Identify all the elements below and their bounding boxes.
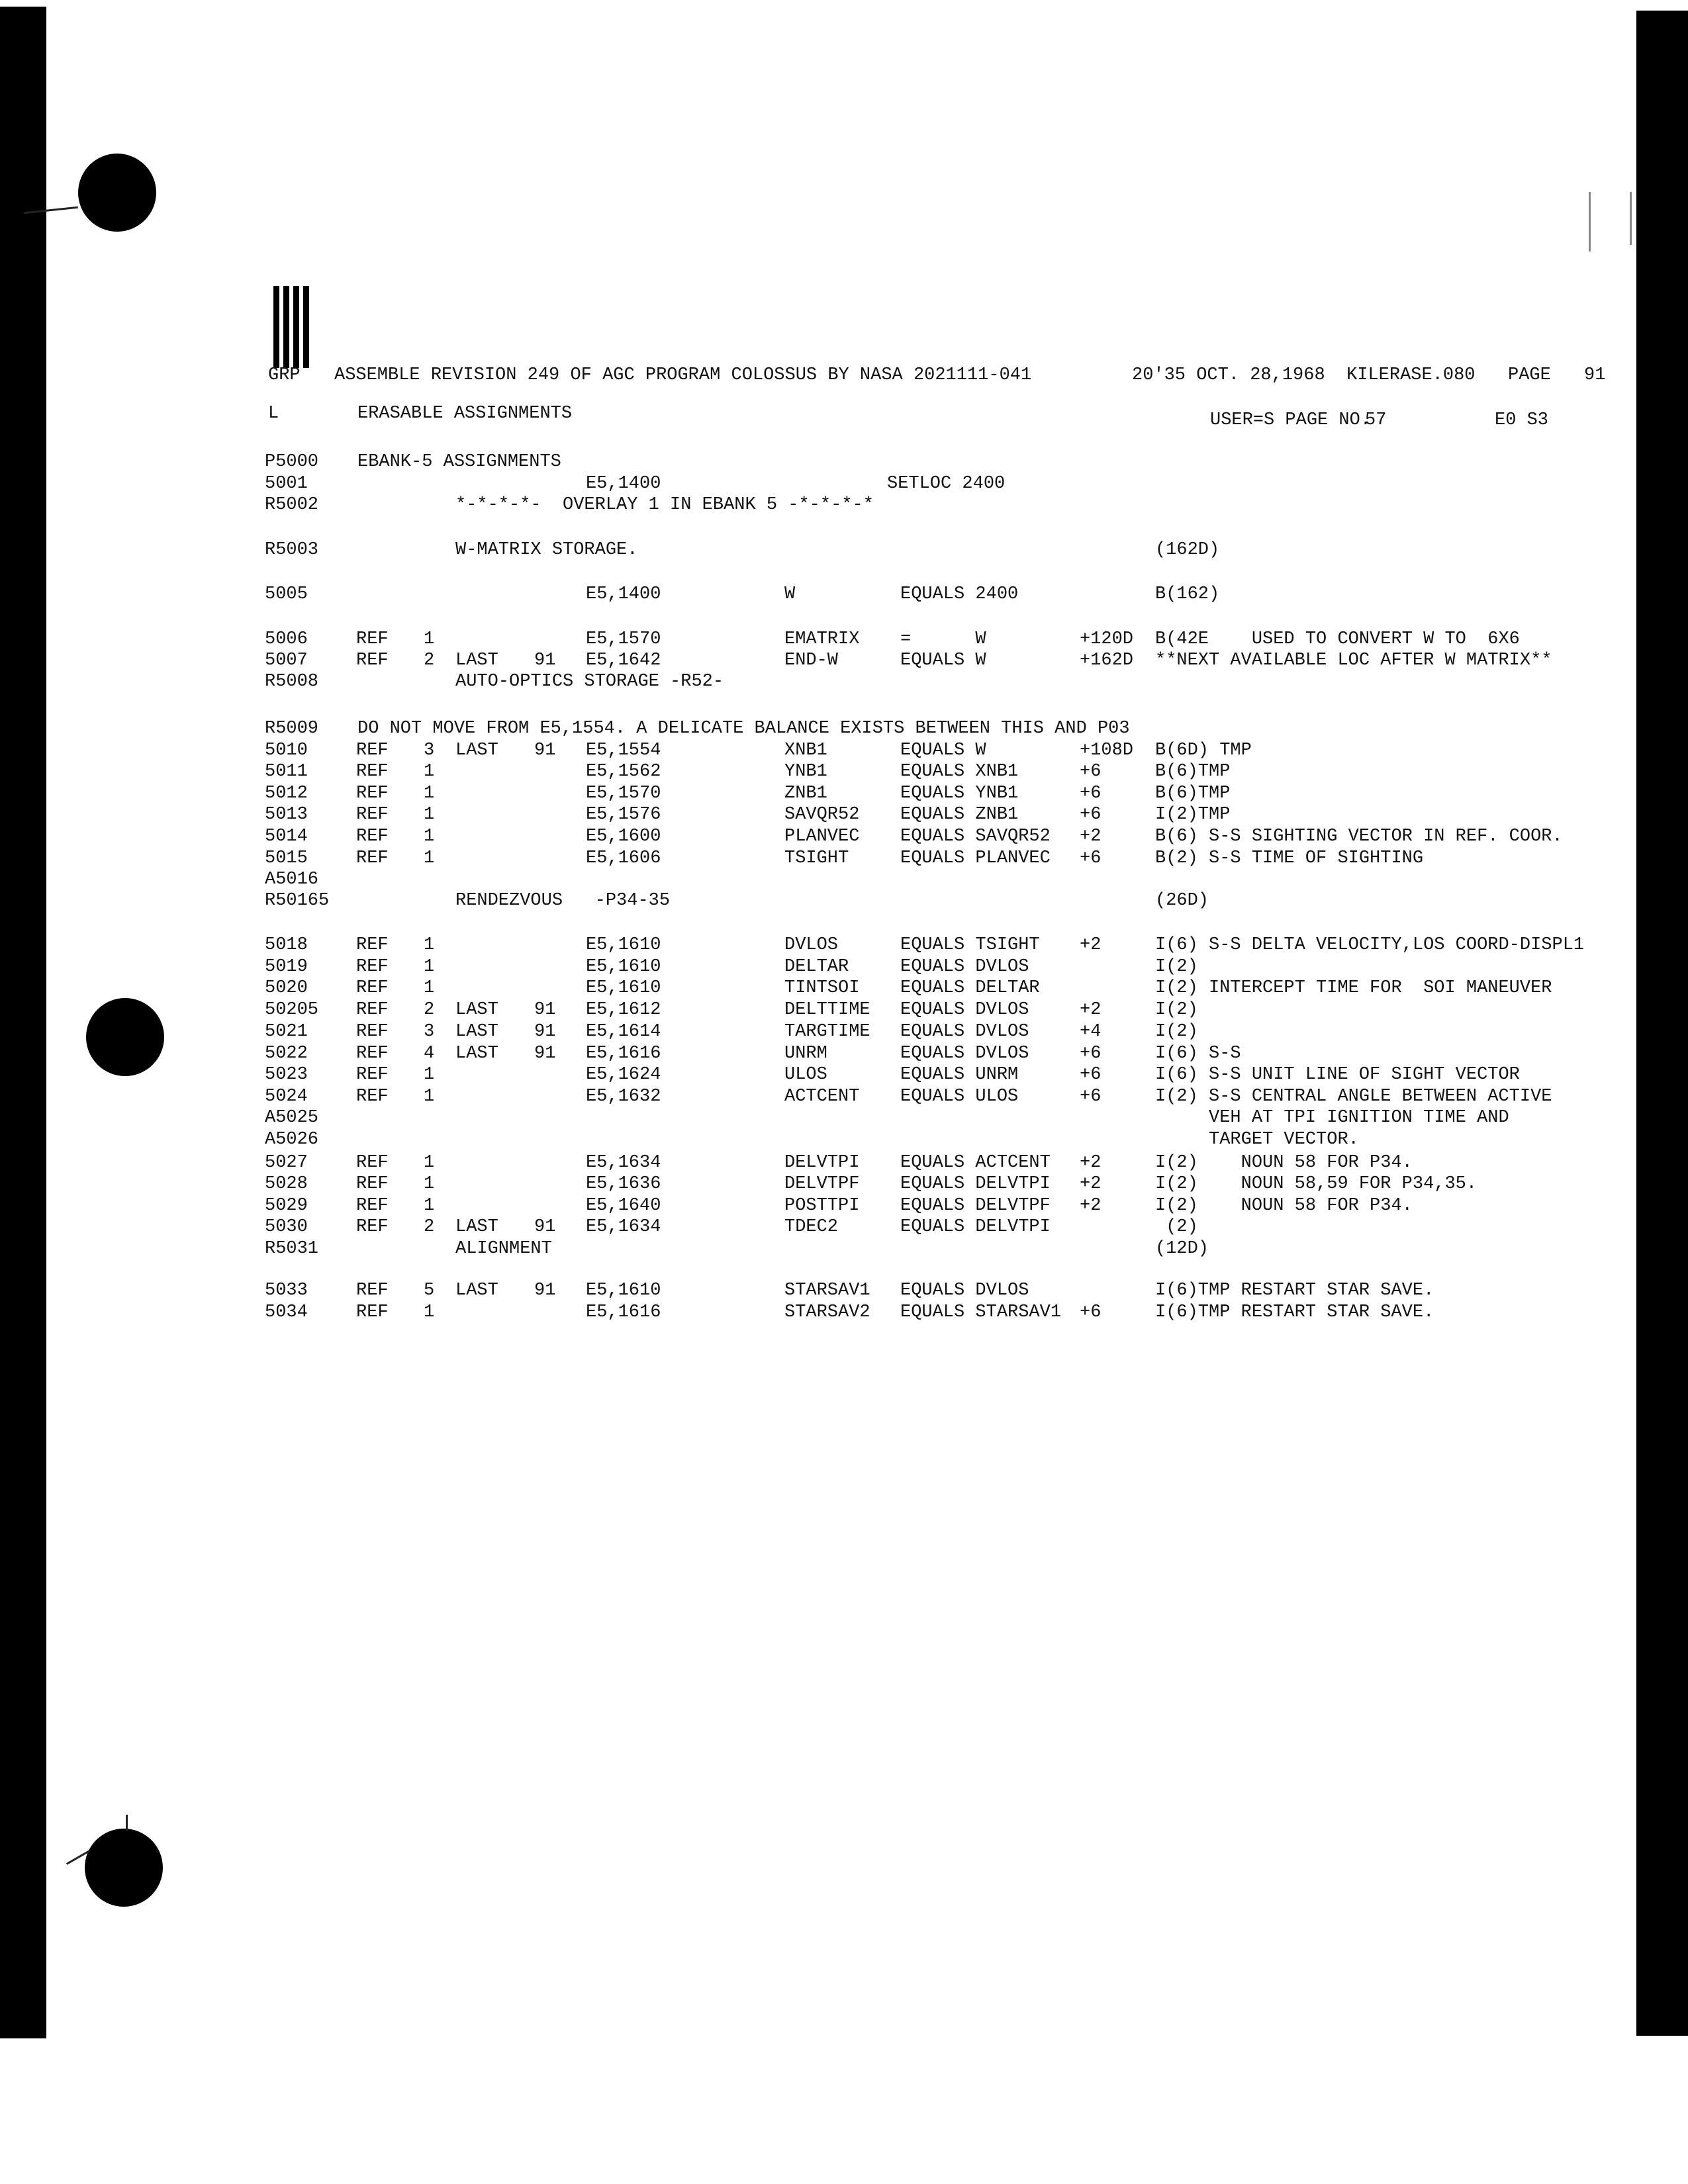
listing-loc: E5,1610 — [586, 957, 661, 977]
listing-comment: B(162) — [1155, 584, 1220, 604]
listing-off: +6 — [1080, 1087, 1102, 1107]
listing-cnt: 2 — [424, 1000, 435, 1020]
listing-ref: REF — [356, 1000, 389, 1020]
listing-cnt: 1 — [424, 1174, 435, 1194]
listing-pg: 91 — [534, 1281, 556, 1300]
listing-no: 50205 — [265, 1000, 319, 1020]
listing-line — [0, 999, 1628, 1021]
listing-ref: REF — [356, 957, 389, 977]
listing-loc: E5,1612 — [586, 1000, 661, 1020]
listing-last: LAST — [455, 741, 498, 760]
listing-no: 5001 — [265, 474, 308, 494]
user-page-number: 57 — [1365, 410, 1387, 430]
listing-off: +6 — [1080, 1302, 1102, 1322]
listing-op: EQUALS W — [900, 651, 986, 670]
listing-op: EQUALS DELVTPI — [900, 1174, 1051, 1194]
listing-ref: REF — [356, 978, 389, 998]
listing-sym: UNRM — [784, 1044, 827, 1064]
listing-op: EQUALS DVLOS — [900, 1022, 1029, 1042]
listing-loc: E5,1634 — [586, 1217, 661, 1237]
listing-off: +2 — [1080, 1174, 1102, 1194]
listing-ref: REF — [356, 1065, 389, 1085]
listing-op: EQUALS DELVTPI — [900, 1217, 1051, 1237]
listing-loc: E5,1570 — [586, 629, 661, 649]
listing-off: +6 — [1080, 762, 1102, 782]
listing-comment: TARGET VECTOR. — [1155, 1130, 1359, 1150]
listing-ref: REF — [356, 1196, 389, 1216]
listing-comment: I(6) S-S DELTA VELOCITY,LOS COORD-DISPL1 — [1155, 935, 1585, 955]
listing-comment: I(2) INTERCEPT TIME FOR SOI MANEUVER — [1155, 978, 1552, 998]
listing-cnt: 4 — [424, 1044, 435, 1064]
page-label: PAGE — [1508, 365, 1551, 385]
listing-last: LAST — [455, 1000, 498, 1020]
listing-cnt: 1 — [424, 1153, 435, 1173]
listing-ref: REF — [356, 651, 389, 670]
listing-comment: B(6)TMP — [1155, 784, 1231, 803]
header-logo: GRP — [268, 365, 301, 385]
listing-label: W-MATRIX STORAGE. — [455, 540, 638, 560]
listing-op: EQUALS STARSAV1 — [900, 1302, 1062, 1322]
punch-hole-bottom — [85, 1829, 163, 1907]
listing-last: LAST — [455, 1281, 498, 1300]
listing-line — [0, 934, 1628, 956]
listing-label: ALIGNMENT — [455, 1239, 552, 1259]
listing-no: 5024 — [265, 1087, 308, 1107]
listing-no: 5020 — [265, 978, 308, 998]
listing-line — [0, 1173, 1628, 1195]
listing-cnt: 3 — [424, 1022, 435, 1042]
listing-line — [0, 848, 1628, 869]
listing-op: EQUALS DVLOS — [900, 1000, 1029, 1020]
listing-sym: TSIGHT — [784, 848, 849, 868]
listing-line — [0, 671, 1628, 692]
listing-ref: REF — [356, 1217, 389, 1237]
listing-comment: I(2) NOUN 58,59 FOR P34,35. — [1155, 1174, 1477, 1194]
listing-pg: 91 — [534, 1022, 556, 1042]
listing-comment: B(42E USED TO CONVERT W TO 6X6 — [1155, 629, 1520, 649]
listing-line — [0, 978, 1628, 999]
listing-sym: XNB1 — [784, 741, 827, 760]
listing-op: EQUALS DELVTPF — [900, 1196, 1051, 1216]
listing-comment: B(6)TMP — [1155, 762, 1231, 782]
listing-cnt: 3 — [424, 741, 435, 760]
listing-sym: TINTSOI — [784, 978, 860, 998]
document-date: 20'35 OCT. 28,1968 KILERASE.080 — [1132, 365, 1476, 385]
listing-cnt: 2 — [424, 651, 435, 670]
listing-ref: REF — [356, 935, 389, 955]
listing-off: +2 — [1080, 1000, 1102, 1020]
listing-comment: I(2)TMP — [1155, 805, 1231, 825]
listing-loc: E5,1610 — [586, 1281, 661, 1300]
listing-no: A5025 — [265, 1108, 319, 1128]
listing-comment: (162D) — [1155, 540, 1220, 560]
listing-off: +2 — [1080, 1153, 1102, 1173]
listing-line — [0, 1107, 1628, 1128]
listing-off: +2 — [1080, 935, 1102, 955]
listing-cnt: 1 — [424, 1065, 435, 1085]
listing-cnt: 1 — [424, 848, 435, 868]
listing-op: EQUALS DVLOS — [900, 1044, 1029, 1064]
listing-loc: E5,1610 — [586, 978, 661, 998]
listing-sym: TDEC2 — [784, 1217, 839, 1237]
listing-cnt: 1 — [424, 935, 435, 955]
listing-ref: REF — [356, 1174, 389, 1194]
listing-last: LAST — [455, 1044, 498, 1064]
listing-comment: (26D) — [1155, 891, 1209, 911]
listing-line — [0, 1043, 1628, 1064]
listing-comment: I(2) NOUN 58 FOR P34. — [1155, 1153, 1413, 1173]
listing-comment: **NEXT AVAILABLE LOC AFTER W MATRIX** — [1155, 651, 1552, 670]
listing-line — [0, 890, 1628, 911]
listing-ref: REF — [356, 827, 389, 846]
listing-last: LAST — [455, 1217, 498, 1237]
listing-cnt: 1 — [424, 629, 435, 649]
listing-sym: DELVTPF — [784, 1174, 860, 1194]
listing-sym: W — [784, 584, 796, 604]
listing-sym: DELTAR — [784, 957, 849, 977]
listing-comment: I(6) S-S UNIT LINE OF SIGHT VECTOR — [1155, 1065, 1520, 1085]
listing-label: RENDEZVOUS -P34-35 — [455, 891, 671, 911]
listing-op: EQUALS UNRM — [900, 1065, 1019, 1085]
listing-line — [0, 1152, 1628, 1173]
listing-op: = W — [900, 629, 986, 649]
listing-op: EQUALS XNB1 — [900, 762, 1019, 782]
listing-line — [0, 826, 1628, 847]
listing-off: +162D — [1080, 651, 1134, 670]
listing-off: +2 — [1080, 827, 1102, 846]
listing-cnt: 1 — [424, 1087, 435, 1107]
listing-off: +6 — [1080, 1044, 1102, 1064]
listing-off: +120D — [1080, 629, 1134, 649]
listing-pg: 91 — [534, 651, 556, 670]
listing-loc: E5,1400 — [586, 584, 661, 604]
listing-no: 5015 — [265, 848, 308, 868]
listing-no: R5002 — [265, 495, 319, 515]
listing-op: EQUALS DVLOS — [900, 957, 1029, 977]
listing-ref: REF — [356, 848, 389, 868]
listing-ref: REF — [356, 1022, 389, 1042]
listing-comment: (2) — [1155, 1217, 1198, 1237]
listing-pg: 91 — [534, 1044, 556, 1064]
listing-op: EQUALS PLANVEC — [900, 848, 1051, 868]
listing-label: *-*-*-*- OVERLAY 1 IN EBANK 5 -*-*-*-* — [455, 495, 874, 515]
listing-no: R50165 — [265, 891, 330, 911]
listing-code: EBANK-5 ASSIGNMENTS — [357, 452, 561, 472]
listing-loc: E5,1634 — [586, 1153, 661, 1173]
listing-loc: E5,1562 — [586, 762, 661, 782]
listing-ref: REF — [356, 1087, 389, 1107]
listing-last: LAST — [455, 651, 498, 670]
listing-sym: DELTTIME — [784, 1000, 870, 1020]
listing-off: +6 — [1080, 784, 1102, 803]
listing-line — [0, 1064, 1628, 1085]
listing-line — [0, 804, 1628, 825]
section-letter: L — [268, 404, 279, 424]
listing-pg: 91 — [534, 741, 556, 760]
listing-sym: SAVQR52 — [784, 805, 860, 825]
listing-no: 5033 — [265, 1281, 308, 1300]
listing-loc: E5,1570 — [586, 784, 661, 803]
listing-line — [0, 1129, 1628, 1150]
scan-mark — [1630, 192, 1632, 245]
listing-last: LAST — [455, 1022, 498, 1042]
listing-no: 5012 — [265, 784, 308, 803]
listing-pg: 91 — [534, 1000, 556, 1020]
listing-loc: E5,1642 — [586, 651, 661, 670]
listing-ref: REF — [356, 1153, 389, 1173]
listing-comment: (12D) — [1155, 1239, 1209, 1259]
page-number: 91 — [1584, 365, 1606, 385]
listing-cnt: 1 — [424, 1196, 435, 1216]
listing-no: R5008 — [265, 672, 319, 692]
listing-op: EQUALS DVLOS — [900, 1281, 1029, 1300]
listing-comment: I(6) S-S — [1155, 1044, 1241, 1064]
listing-op: EQUALS ZNB1 — [900, 805, 1019, 825]
listing-loc: E5,1640 — [586, 1196, 661, 1216]
listing-op: EQUALS SAVQR52 — [900, 827, 1051, 846]
listing-loc: E5,1554 — [586, 741, 661, 760]
listing-op: EQUALS 2400 — [900, 584, 1019, 604]
listing-sym: ULOS — [784, 1065, 827, 1085]
listing-sym: PLANVEC — [784, 827, 860, 846]
listing-label: AUTO-OPTICS STORAGE -R52- — [455, 672, 724, 692]
listing-no: 5019 — [265, 957, 308, 977]
listing-no: 5006 — [265, 629, 308, 649]
listing-op: EQUALS YNB1 — [900, 784, 1019, 803]
section-title: ERASABLE ASSIGNMENTS — [357, 404, 573, 424]
listing-loc: E5,1576 — [586, 805, 661, 825]
listing-ref: REF — [356, 1281, 389, 1300]
listing-line — [0, 1280, 1628, 1301]
listing-off: +6 — [1080, 805, 1102, 825]
listing-ref: REF — [356, 784, 389, 803]
scan-right-edge — [1636, 11, 1688, 2036]
listing-line — [0, 494, 1628, 516]
listing-line — [0, 1195, 1628, 1216]
listing-no: 5005 — [265, 584, 308, 604]
listing-line — [0, 584, 1628, 605]
listing-no: A5016 — [265, 870, 319, 889]
listing-loc: E5,1600 — [586, 827, 661, 846]
listing-no: 5014 — [265, 827, 308, 846]
listing-no: 5010 — [265, 741, 308, 760]
listing-line — [0, 761, 1628, 782]
listing-sym: STARSAV1 — [784, 1281, 870, 1300]
listing-loc: E5,1400 — [586, 474, 661, 494]
listing-ref: REF — [356, 1302, 389, 1322]
listing-comment: I(2) NOUN 58 FOR P34. — [1155, 1196, 1413, 1216]
listing-no: 5013 — [265, 805, 308, 825]
listing-comment: I(2) — [1155, 957, 1198, 977]
listing-cnt: 5 — [424, 1281, 435, 1300]
listing-loc: E5,1636 — [586, 1174, 661, 1194]
listing-cnt: 1 — [424, 957, 435, 977]
listing-pg: 91 — [534, 1217, 556, 1237]
listing-cnt: 2 — [424, 1217, 435, 1237]
listing-comment: I(2) — [1155, 1022, 1198, 1042]
listing-ref: REF — [356, 629, 389, 649]
listing-no: 5023 — [265, 1065, 308, 1085]
listing-comment: I(6)TMP RESTART STAR SAVE. — [1155, 1281, 1434, 1300]
listing-sym: END-W — [784, 651, 839, 670]
listing-line — [0, 473, 1628, 494]
listing-mnemonic: SETLOC 2400 — [887, 474, 1006, 494]
listing-ref: REF — [356, 741, 389, 760]
listing-no: 5030 — [265, 1217, 308, 1237]
listing-comment: B(2) S-S TIME OF SIGHTING — [1155, 848, 1424, 868]
user-page-label: USER=S PAGE NO. — [1210, 410, 1372, 430]
listing-line — [0, 451, 1628, 473]
listing-cnt: 1 — [424, 1302, 435, 1322]
listing-op: EQUALS TSIGHT — [900, 935, 1040, 955]
listing-line — [0, 1302, 1628, 1323]
listing-no: A5026 — [265, 1130, 319, 1150]
listing-line — [0, 650, 1628, 671]
listing-cnt: 1 — [424, 827, 435, 846]
listing-comment: I(2) — [1155, 1000, 1198, 1020]
listing-no: R5003 — [265, 540, 319, 560]
listing-off: +6 — [1080, 1065, 1102, 1085]
listing-op: EQUALS ACTCENT — [900, 1153, 1051, 1173]
listing-off: +4 — [1080, 1022, 1102, 1042]
listing-loc: E5,1632 — [586, 1087, 661, 1107]
listing-loc: E5,1610 — [586, 935, 661, 955]
listing-line — [0, 1238, 1628, 1259]
listing-cnt: 1 — [424, 805, 435, 825]
listing-no: R5009 — [265, 719, 319, 739]
listing-comment: B(6D) TMP — [1155, 741, 1252, 760]
listing-comment: B(6) S-S SIGHTING VECTOR IN REF. COOR. — [1155, 827, 1563, 846]
listing-line — [0, 539, 1628, 561]
listing-no: 5018 — [265, 935, 308, 955]
listing-code: DO NOT MOVE FROM E5,1554. A DELICATE BALANCE EXISTS BETWEEN THIS AND P03 — [357, 719, 1130, 739]
listing-sym: STARSAV2 — [784, 1302, 870, 1322]
listing-cnt: 1 — [424, 978, 435, 998]
listing-comment: VEH AT TPI IGNITION TIME AND — [1155, 1108, 1509, 1128]
listing-line — [0, 1216, 1628, 1238]
listing-cnt: 1 — [424, 762, 435, 782]
document-title: ASSEMBLE REVISION 249 OF AGC PROGRAM COLOSSUS BY NASA 2021111-041 — [334, 365, 1032, 385]
listing-no: 5034 — [265, 1302, 308, 1322]
listing-no: 5027 — [265, 1153, 308, 1173]
listing-off: +108D — [1080, 741, 1134, 760]
listing-line — [0, 740, 1628, 761]
listing-ref: REF — [356, 1044, 389, 1064]
listing-off: +2 — [1080, 1196, 1102, 1216]
listing-cnt: 1 — [424, 784, 435, 803]
listing-ref: REF — [356, 805, 389, 825]
listing-line — [0, 629, 1628, 650]
listing-no: P5000 — [265, 452, 319, 472]
listing-comment: I(2) S-S CENTRAL ANGLE BETWEEN ACTIVE — [1155, 1087, 1552, 1107]
listing-line — [0, 1086, 1628, 1107]
listing-sym: DVLOS — [784, 935, 839, 955]
punch-hole-top — [78, 154, 156, 232]
listing-comment: I(6)TMP RESTART STAR SAVE. — [1155, 1302, 1434, 1322]
listing-no: 5028 — [265, 1174, 308, 1194]
listing-loc: E5,1614 — [586, 1022, 661, 1042]
listing-loc: E5,1606 — [586, 848, 661, 868]
scan-mark — [126, 1815, 128, 1831]
listing-sym: ACTCENT — [784, 1087, 860, 1107]
listing-no: 5022 — [265, 1044, 308, 1064]
listing-op: EQUALS DELTAR — [900, 978, 1040, 998]
listing-op: EQUALS ULOS — [900, 1087, 1019, 1107]
listing-sym: ZNB1 — [784, 784, 827, 803]
listing-sym: TARGTIME — [784, 1022, 870, 1042]
listing-line — [0, 869, 1628, 890]
listing-no: 5029 — [265, 1196, 308, 1216]
listing-loc: E5,1616 — [586, 1302, 661, 1322]
listing-sym: DELVTPI — [784, 1153, 860, 1173]
listing-ref: REF — [356, 762, 389, 782]
listing-line — [0, 783, 1628, 804]
section-code: E0 S3 — [1495, 410, 1549, 430]
listing-sym: POSTTPI — [784, 1196, 860, 1216]
listing-loc: E5,1616 — [586, 1044, 661, 1064]
listing-no: R5031 — [265, 1239, 319, 1259]
listing-sym: YNB1 — [784, 762, 827, 782]
listing-line — [0, 718, 1628, 739]
listing-loc: E5,1624 — [586, 1065, 661, 1085]
listing-no: 5011 — [265, 762, 308, 782]
listing-no: 5007 — [265, 651, 308, 670]
listing-line — [0, 1021, 1628, 1042]
listing-sym: EMATRIX — [784, 629, 860, 649]
listing-no: 5021 — [265, 1022, 308, 1042]
listing-off: +6 — [1080, 848, 1102, 868]
listing-op: EQUALS W — [900, 741, 986, 760]
listing-line — [0, 956, 1628, 978]
scan-mark — [1589, 192, 1591, 251]
